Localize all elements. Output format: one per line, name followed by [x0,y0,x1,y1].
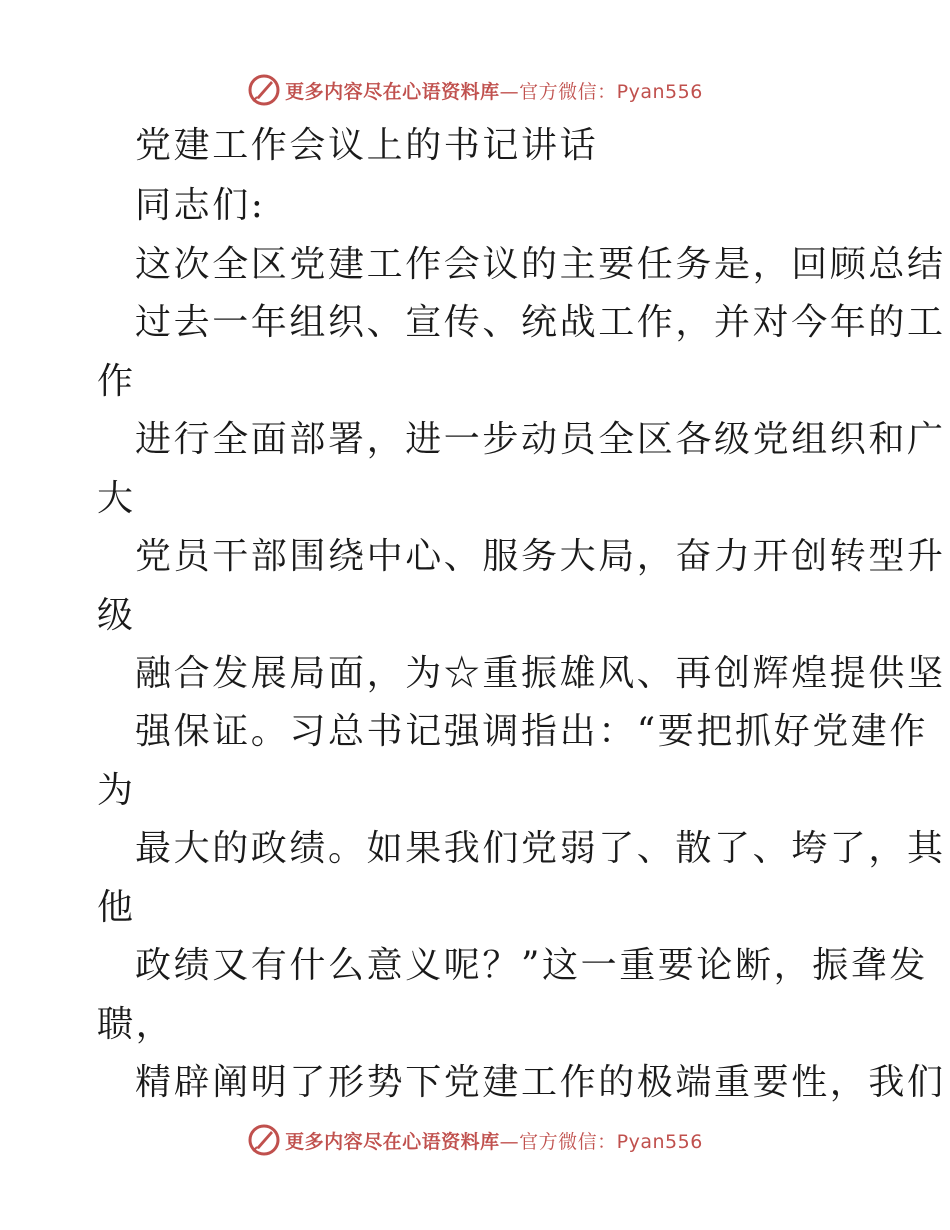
paragraph-line: 强保证。习总书记强调指出：“要把抓好党建作 [135,711,929,752]
paragraph-line: 融合发展局面，为☆重振雄风、再创辉煌提供坚 [135,653,946,694]
paragraph-line: 为 [97,770,136,811]
footer-banner [0,1120,950,1160]
header-site-name: 更多内容尽在心语资料库 [285,80,500,103]
paragraph-line: 这次全区党建工作会议的主要任务是，回顾总结 [135,244,946,285]
paragraph-line: 进行全面部署，进一步动员全区各级党组织和广 [135,419,946,460]
footer-separator: — [499,1130,520,1153]
paragraph-line: 他 [97,887,136,928]
paragraph-line: 精辟阐明了形势下党建工作的极端重要性，我们 [135,1062,946,1103]
document-title: 党建工作会议上的书记讲话 [135,125,599,166]
paragraph-line: 级 [97,595,136,636]
header-wechat: 官方微信：Pyan556 [519,80,703,103]
header-separator: — [499,80,520,103]
paragraph-line: 同志们: [135,185,266,226]
footer-banner-text [285,1127,703,1154]
paragraph-line: 大 [97,478,136,519]
footer-wechat: 官方微信：Pyan556 [519,1130,703,1153]
paragraph-line: 政绩又有什么意义呢？”这一重要论断，振聋发 [135,945,929,986]
footer-site-name: 更多内容尽在心语资料库 [285,1130,500,1153]
paragraph-line: 过去一年组织、宣传、统战工作，并对今年的工 [135,302,946,343]
paragraph-line: 聩， [97,1004,175,1045]
paragraph-line: 作 [97,361,136,402]
footer-banner-content [247,1123,703,1157]
paragraph-line: 最大的政绩。如果我们党弱了、散了、垮了，其 [135,828,946,869]
quill-logo-icon [247,1123,281,1157]
paragraph-line: 党员干部围绕中心、服务大局，奋力开创转型升 [135,536,946,577]
